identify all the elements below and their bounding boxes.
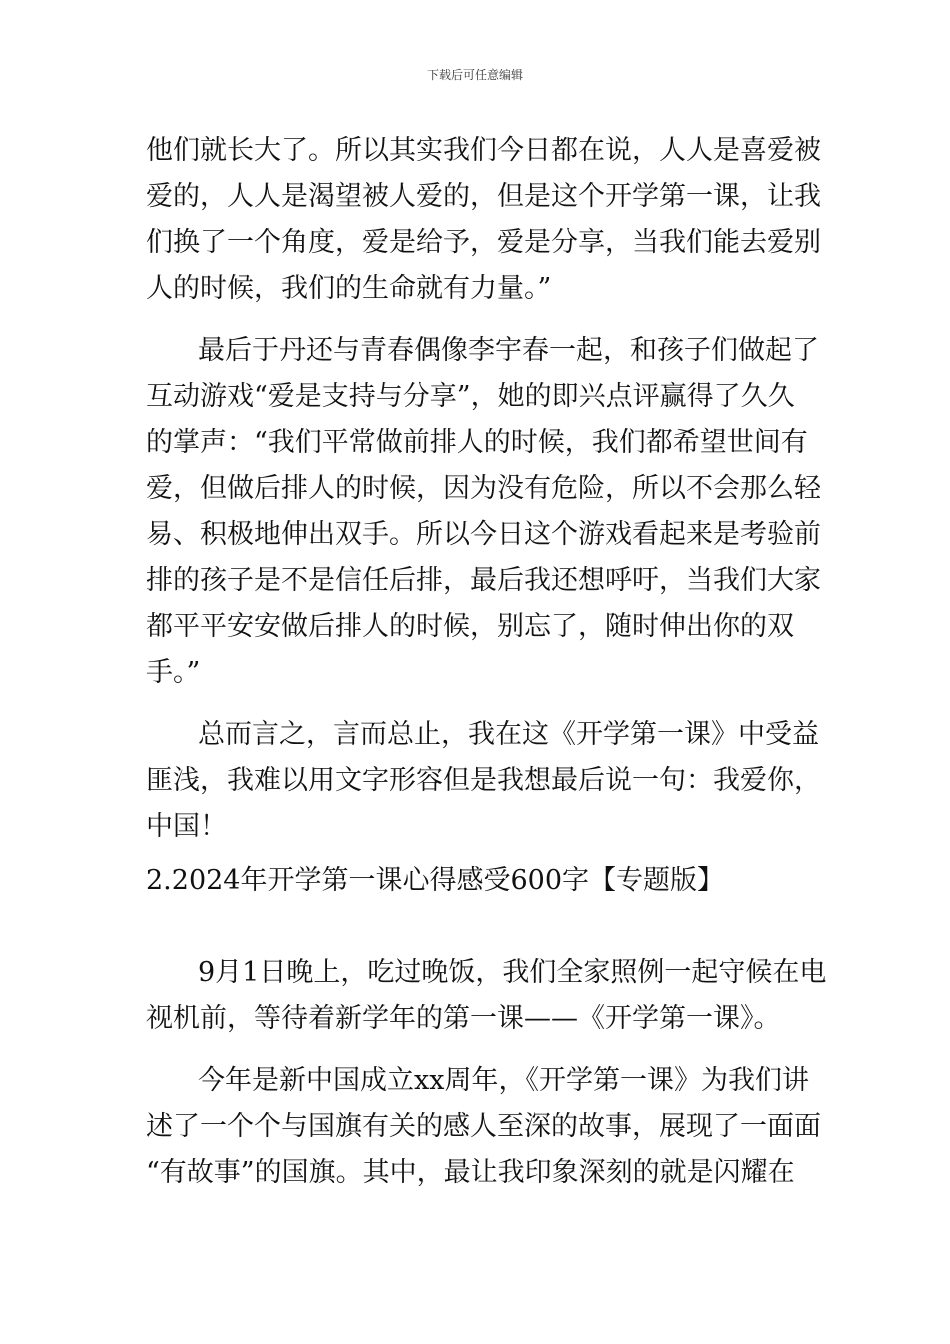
body-line: 爱，但做后排人的时候，因为没有危险，所以不会那么轻 [146,473,821,504]
body-line: 互动游戏“爱是支持与分享”，她的即兴点评赢得了久久 [146,381,795,412]
body-line: 爱的，人人是渴望被人爱的，但是这个开学第一课，让我 [146,181,821,212]
body-line: 今年是新中国成立xx周年，《开学第一课》为我们讲 [198,1065,809,1096]
body-line: 手。” [146,657,201,688]
body-line: 总而言之，言而总止，我在这《开学第一课》中受益 [198,719,819,750]
body-line: 视机前，等待着新学年的第一课——《开学第一课》。 [146,1003,781,1034]
body-line: 述了一个个与国旗有关的感人至深的故事，展现了一面面 [146,1111,821,1142]
body-line: 排的孩子是不是信任后排，最后我还想呼吁，当我们大家 [146,565,821,596]
body-line: 9月1日晚上，吃过晚饭，我们全家照例一起守候在电 [198,957,827,988]
download-note: 下载后可任意编辑 [426,68,523,82]
body-line: 中国！ [146,811,227,842]
body-line: 匪浅，我难以用文字形容但是我想最后说一句：我爱你， [146,765,821,796]
body-line: 人的时候，我们的生命就有力量。” [146,273,552,304]
body-line: 都平平安安做后排人的时候，别忘了，随时伸出你的双 [146,611,794,642]
body-line: “有故事”的国旗。其中，最让我印象深刻的就是闪耀在 [146,1157,795,1188]
section-heading: 2.2024年开学第一课心得感受600字【专题版】 [146,865,725,896]
body-line: 最后于丹还与青春偶像李宇春一起，和孩子们做起了 [198,335,819,366]
body-line: 易、积极地伸出双手。所以今日这个游戏看起来是考验前 [146,519,821,550]
body-line: 他们就长大了。所以其实我们今日都在说，人人是喜爱被 [146,135,821,166]
body-line: 的掌声：“我们平常做前排人的时候，我们都希望世间有 [146,427,808,458]
body-line: 们换了一个角度，爱是给予，爱是分享，当我们能去爱别 [146,227,821,258]
